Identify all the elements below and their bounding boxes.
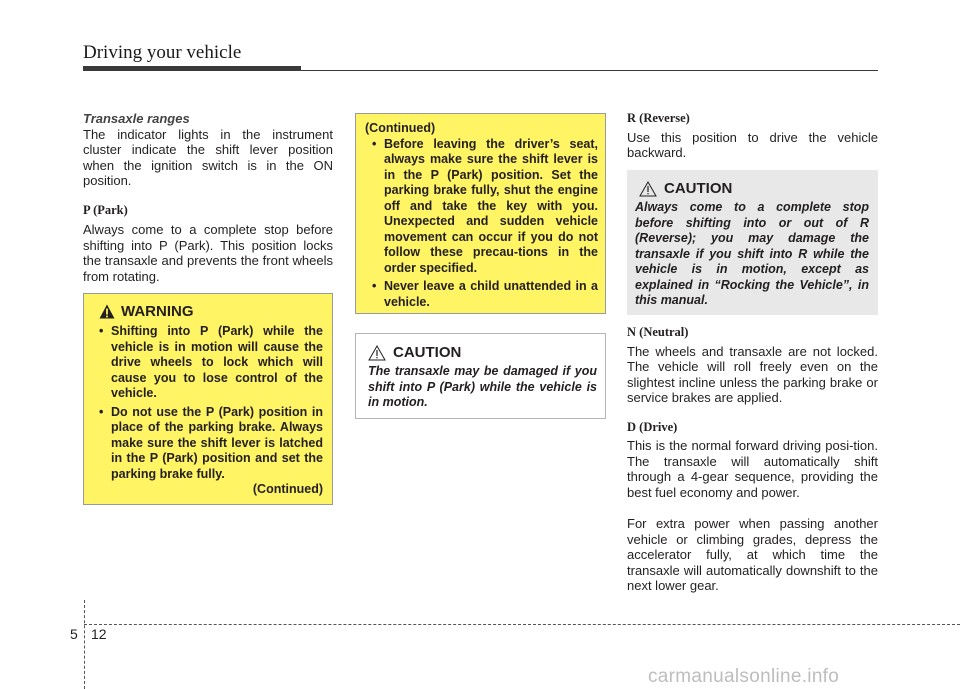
caution-text-park: The transaxle may be damaged if you shift into P (Park) while the vehicle is in motion. (368, 364, 597, 409)
watermark: carmanualsonline.info (648, 666, 840, 687)
drive-heading: D (Drive) (627, 419, 678, 434)
drive-paragraph: This is the normal forward driving posi-tion. The transaxle will automatically shift through a 4-gear sequence, providing the best fuel economy and power. (627, 438, 878, 500)
intro-paragraph: The indicator lights in the instrument cluster indicate the shift lever position when the ignition switch is in the ON position. (83, 126, 333, 188)
header-rule (301, 70, 878, 71)
caution-box-reverse (627, 170, 878, 315)
park-paragraph: Always come to a complete stop before shifting into P (Park). This position locks the transaxle and prevents the front wheels from rotating. (83, 222, 333, 284)
continued-list (364, 137, 598, 311)
drive-paragraph-2: For extra power when passing another vehicle or climbing grades, depress the accelerator fully, at which time the transaxle will automatically downshift to the next lower gear. (627, 516, 878, 593)
warning-list (91, 324, 323, 482)
warning-title (99, 303, 323, 320)
caution-text-reverse: Always come to a complete stop before shifting into or out of R (Reverse); you may damage the transaxle if you shift into R while the vehicle is in motion, except as explained in “Rocking the Vehicle”, in this manual. (635, 200, 869, 307)
caution-title-reverse (639, 180, 869, 197)
continued-bullet-1: • Before leaving the driver’s seat, always make sure the shift lever is in the P (Park) position. Set the parking brake fully, shut the engine off and take the key with you. Unexpected and sudden vehicle movement can occur if you do not follow these precau-tions in the order specified. (364, 137, 598, 277)
section-number: 5 (70, 626, 78, 642)
continued-warning-box (355, 113, 606, 314)
neutral-heading: N (Neutral) (627, 325, 689, 339)
caution-icon (368, 345, 386, 361)
warning-icon (99, 304, 115, 319)
caution-title-text-park: CAUTION (393, 344, 462, 361)
caution-box-park (355, 333, 606, 419)
caution-title-text-reverse: CAUTION (664, 180, 733, 197)
park-heading: P (Park) (83, 202, 128, 217)
page-header-title: Driving your vehicle (83, 42, 242, 63)
reverse-paragraph: Use this position to drive the vehicle backward. (627, 129, 878, 160)
warning-title-text: WARNING (121, 303, 194, 320)
reverse-heading: R (Reverse) (627, 111, 690, 125)
warning-bullet-1: • Shifting into P (Park) while the vehicle is in motion will cause the drive wheels to lock which will cause you to lose control of the vehicle. (91, 324, 323, 402)
caution-icon (639, 181, 657, 197)
warning-continued: (Continued) (252, 482, 323, 496)
left-column (83, 111, 333, 284)
warning-bullet-2: • Do not use the P (Park) position in place of the parking brake. Always make sure the shift lever is latched in the P (Park) position and set the parking brake fully. (91, 405, 323, 483)
neutral-paragraph: The wheels and transaxle are not locked. The vehicle will roll freely even on the slightest incline unless the parking brake or service brakes are applied. (627, 343, 878, 405)
right-column-bottom (627, 325, 878, 594)
footer-horizontal-rule (84, 624, 960, 625)
warning-box (83, 293, 333, 505)
footer-vertical-rule (84, 600, 85, 689)
page-number: 12 (91, 626, 107, 642)
right-column-top (627, 111, 878, 161)
caution-title-park (368, 344, 597, 361)
continued-bullet-2: • Never leave a child unattended in a vehicle. (364, 279, 598, 310)
transaxle-ranges-heading: Transaxle ranges (83, 111, 190, 126)
continued-label: (Continued) (365, 121, 436, 135)
header-bar (83, 66, 301, 71)
